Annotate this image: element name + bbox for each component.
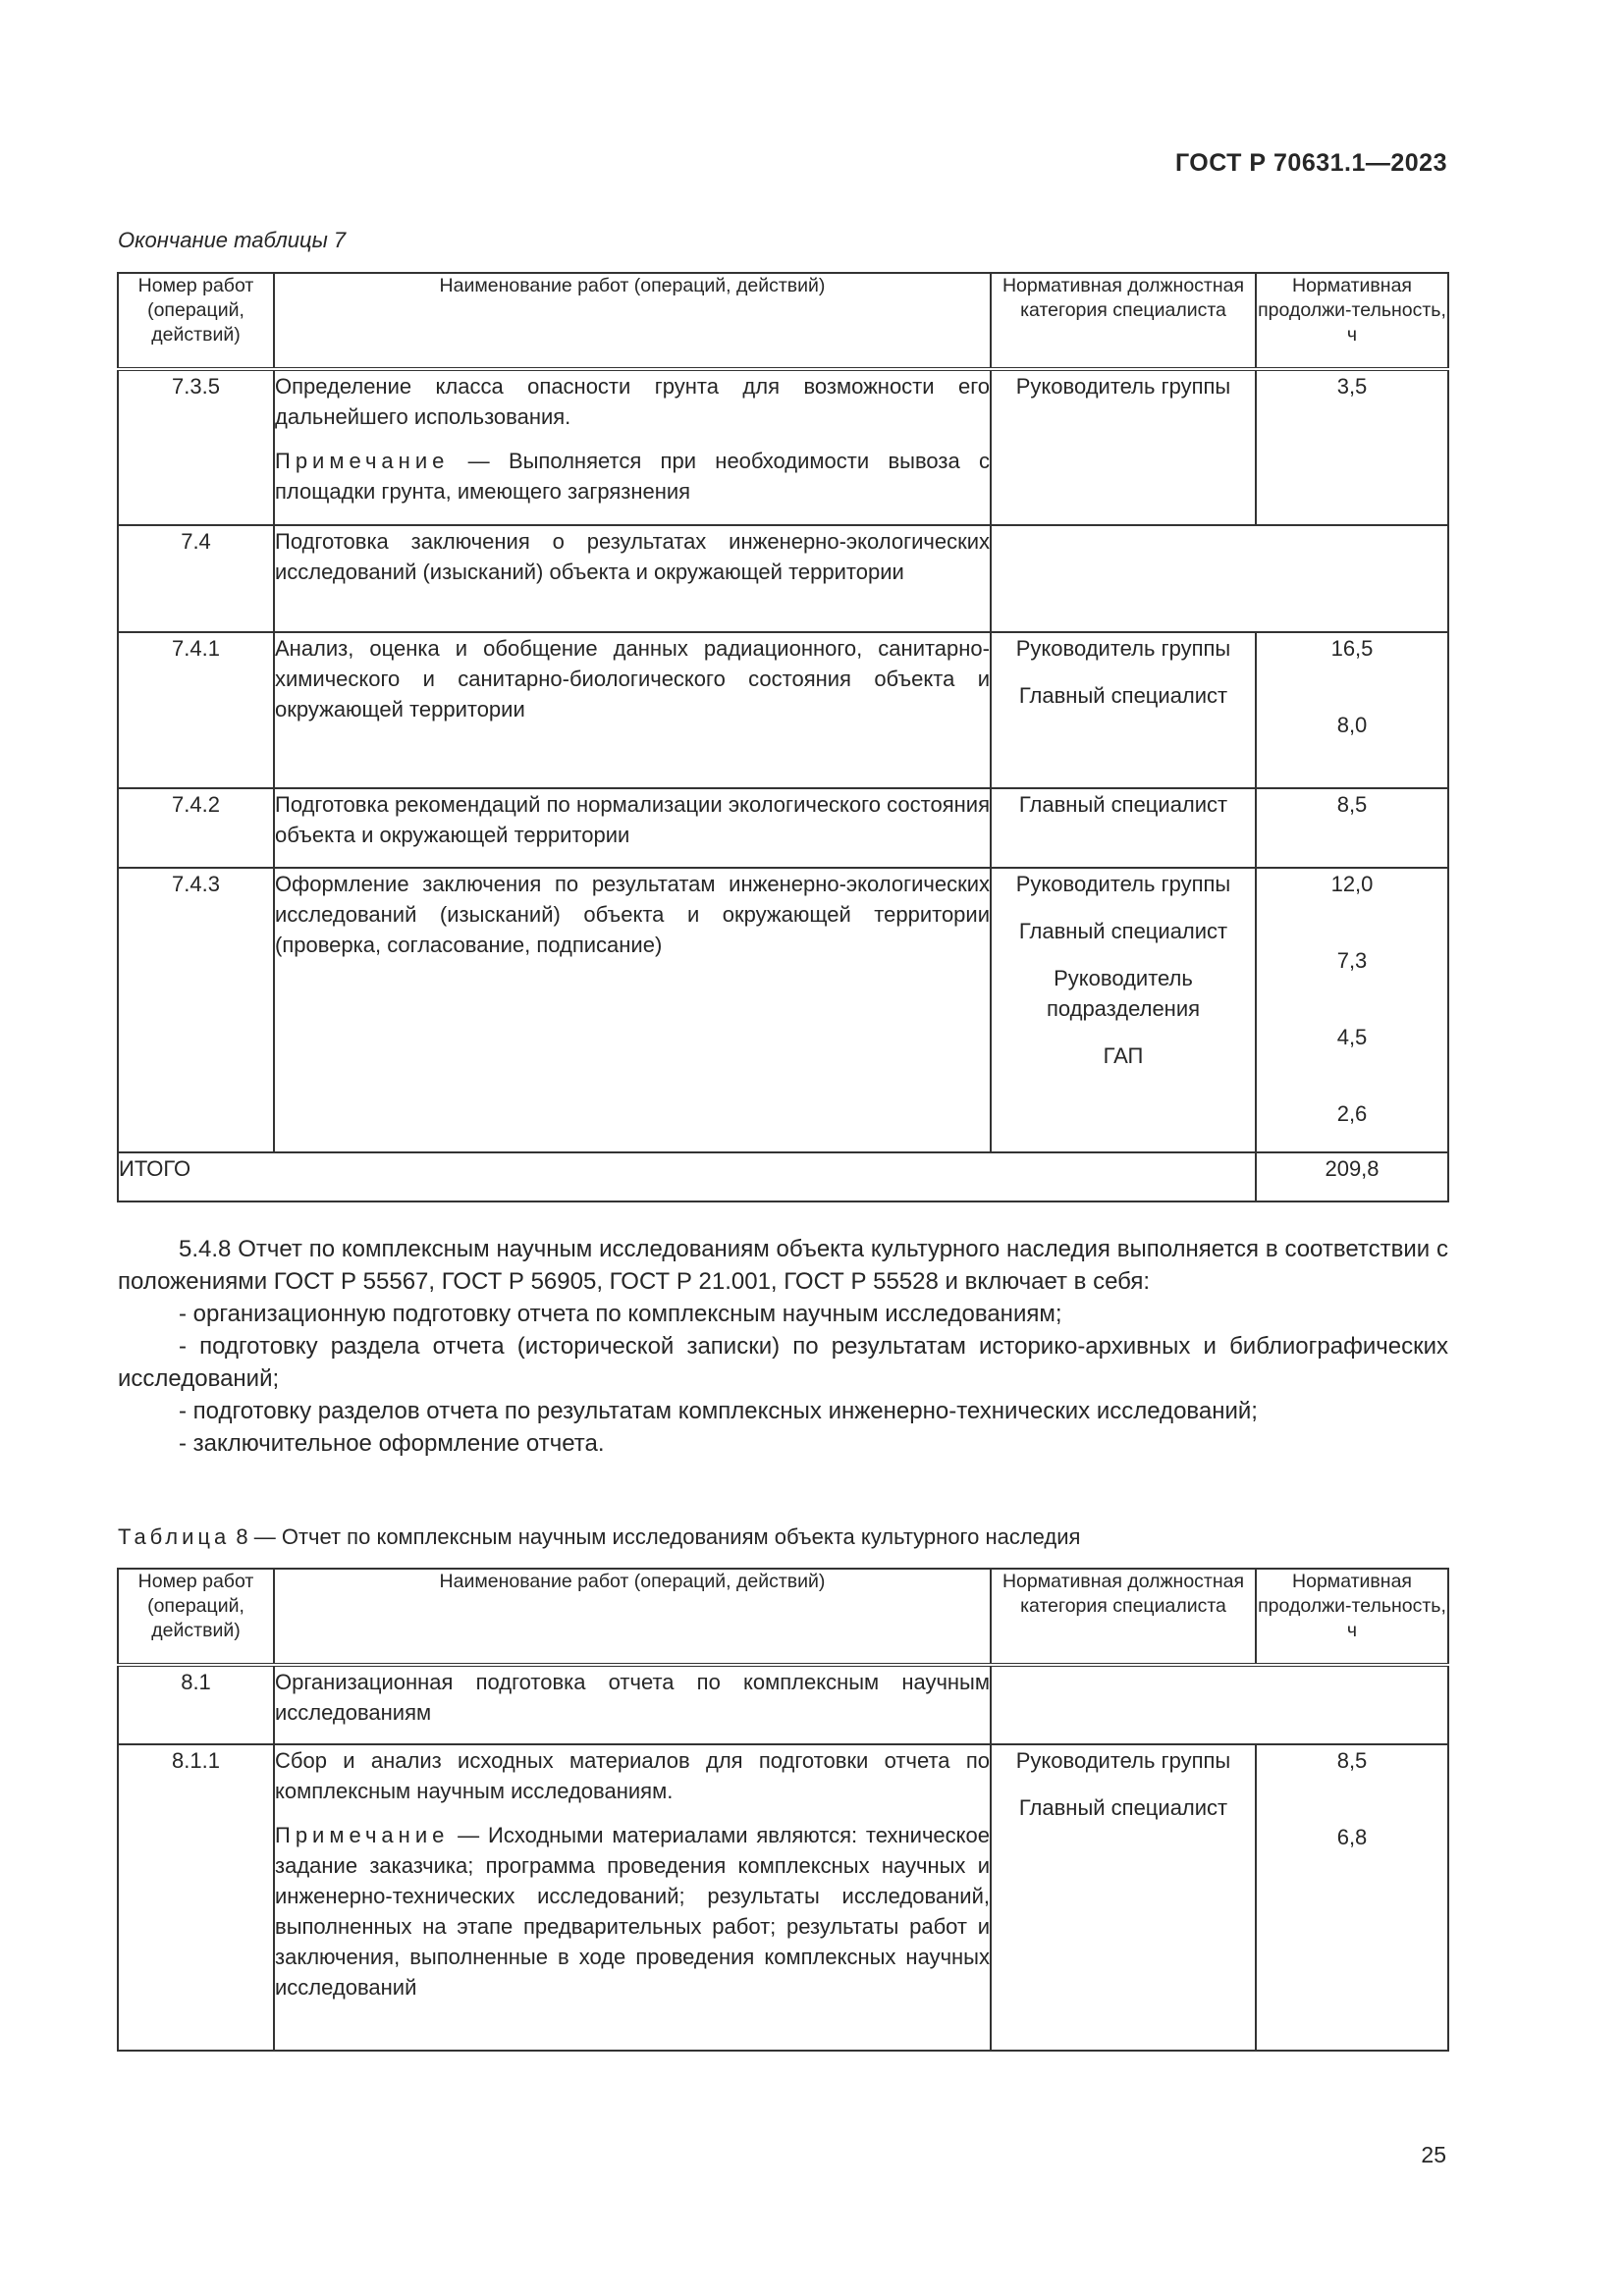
table-row [118, 868, 1448, 1152]
row-num: 8.1.1 [118, 1744, 274, 2051]
category-item: Главный специалист [1018, 919, 1228, 943]
table-header-row [118, 273, 1448, 369]
total-label: ИТОГО [118, 1152, 1256, 1201]
category-item: Главный специалист [1018, 1795, 1228, 1820]
table-7 [117, 272, 1449, 1202]
duration-item: 6,8 [1336, 1825, 1368, 1849]
note-text: — Выполняется при необходимости вывоза с площадки грунта, имеющего загрязнения [275, 449, 990, 504]
row-num: 7.4.1 [118, 632, 274, 788]
category-item: Главный специалист [1018, 683, 1228, 708]
note-text: — Исходными материалами являются: техническое задание заказчика; программа проведения комплексных научных и инженерно-технических исследований; результаты исследований, выполненных на этапе предварительных работ; результаты работ и заключения, выполненные в ходе проведения комплексных научных исследований [275, 1823, 990, 2000]
row-name-text: Сбор и анализ исходных материалов для подготовки отчета по комплексным научным исследованиям. [275, 1748, 990, 1803]
column-header-name: Наименование работ (операций, действий) [274, 273, 991, 369]
row-category [991, 1744, 1256, 2051]
column-header-num: Номер работ (операций, действий) [118, 273, 274, 369]
row-name: Подготовка заключения о результатах инженерно-экологических исследований (изысканий) объекта и окружающей территории [274, 525, 991, 632]
row-empty-cell [991, 525, 1448, 632]
row-duration [1256, 868, 1448, 1152]
row-name-text: Определение класса опасности грунта для возможности его дальнейшего использования. [275, 374, 990, 429]
table-continuation-label: Окончание таблицы 7 [118, 228, 347, 252]
row-duration: 3,5 [1256, 369, 1448, 525]
row-duration: 8,5 [1256, 788, 1448, 868]
paragraph-intro: 5.4.8 Отчет по комплексным научным исследованиям объекта культурного наследия выполняется в соответствии с положениями ГОСТ Р 55567, ГОСТ Р 56905, ГОСТ Р 21.001, ГОСТ Р 55528 и включает в себя: [118, 1236, 1448, 1295]
column-header-name: Наименование работ (операций, действий) [274, 1569, 991, 1665]
column-header-category: Нормативная должностная категория специалиста [991, 273, 1256, 369]
row-duration [1256, 1744, 1448, 2051]
category-item: Руководитель группы [1015, 872, 1231, 896]
row-empty-cell [991, 1665, 1448, 1744]
duration-item: 7,3 [1336, 948, 1368, 973]
row-num: 7.4.2 [118, 788, 274, 868]
row-category [991, 632, 1256, 788]
row-num: 7.4.3 [118, 868, 274, 1152]
duration-item: 8,0 [1336, 713, 1368, 737]
caption-text: 8 — Отчет по комплексным научным исследованиям объекта культурного наследия [230, 1524, 1081, 1549]
row-note [275, 446, 990, 507]
list-item: - организационную подготовку отчета по комплексным научным исследованиям; [179, 1301, 1062, 1327]
table-row [118, 1744, 1448, 2051]
row-num: 8.1 [118, 1665, 274, 1744]
duration-item: 16,5 [1330, 636, 1374, 661]
total-value: 209,8 [1256, 1152, 1448, 1201]
column-header-duration: Нормативная продолжи-тельность, ч [1256, 1569, 1448, 1665]
category-item: Руководитель подразделения [1046, 966, 1201, 1021]
list-item: - заключительное оформление отчета. [179, 1430, 605, 1457]
standard-id: ГОСТ Р 70631.1—2023 [1174, 149, 1447, 177]
table-row [118, 369, 1448, 525]
row-name [274, 369, 991, 525]
table-total-row [118, 1152, 1448, 1201]
row-note [275, 1820, 990, 2002]
column-header-category: Нормативная должностная категория специалиста [991, 1569, 1256, 1665]
table-header-row [118, 1569, 1448, 1665]
duration-item: 4,5 [1336, 1025, 1368, 1049]
table-row [118, 1665, 1448, 1744]
table-8 [117, 1568, 1449, 2052]
list-item: - подготовку разделов отчета по результатам комплексных инженерно-технических исследований; [179, 1398, 1258, 1424]
caption-label: Таблица [118, 1524, 231, 1549]
row-num: 7.3.5 [118, 369, 274, 525]
row-name: Оформление заключения по результатам инженерно-экологических исследований (изысканий) объекта и окружающей территории (проверка, согласование, подписание) [274, 868, 991, 1152]
note-label: Примечание [275, 449, 450, 473]
row-name: Организационная подготовка отчета по комплексным научным исследованиям [274, 1665, 991, 1744]
list-item: - подготовку раздела отчета (исторической записки) по результатам историко-архивных и библиографических исследований; [118, 1333, 1448, 1392]
table-row [118, 525, 1448, 632]
row-category: Главный специалист [991, 788, 1256, 868]
category-item: Руководитель группы [1015, 1748, 1231, 1773]
duration-item: 2,6 [1336, 1101, 1368, 1126]
table-row [118, 632, 1448, 788]
row-name: Анализ, оценка и обобщение данных радиационного, санитарно-химического и санитарно-биологического состояния объекта и окружающей территории [274, 632, 991, 788]
page-number: 25 [1421, 2142, 1446, 2167]
row-category [991, 868, 1256, 1152]
row-category: Руководитель группы [991, 369, 1256, 525]
category-item: ГАП [1103, 1043, 1144, 1068]
column-header-num: Номер работ (операций, действий) [118, 1569, 274, 1665]
row-name: Подготовка рекомендаций по нормализации экологического состояния объекта и окружающей территории [274, 788, 991, 868]
duration-item: 8,5 [1336, 1748, 1368, 1773]
row-name [274, 1744, 991, 2051]
column-header-duration: Нормативная продолжи-тельность, ч [1256, 273, 1448, 369]
row-duration [1256, 632, 1448, 788]
section-5-4-8 [118, 1233, 1448, 1460]
row-num: 7.4 [118, 525, 274, 632]
table-row [118, 788, 1448, 868]
category-item: Руководитель группы [1015, 636, 1231, 661]
note-label: Примечание [275, 1823, 450, 1847]
duration-item: 12,0 [1330, 872, 1374, 896]
table-8-caption [118, 1524, 1080, 1550]
